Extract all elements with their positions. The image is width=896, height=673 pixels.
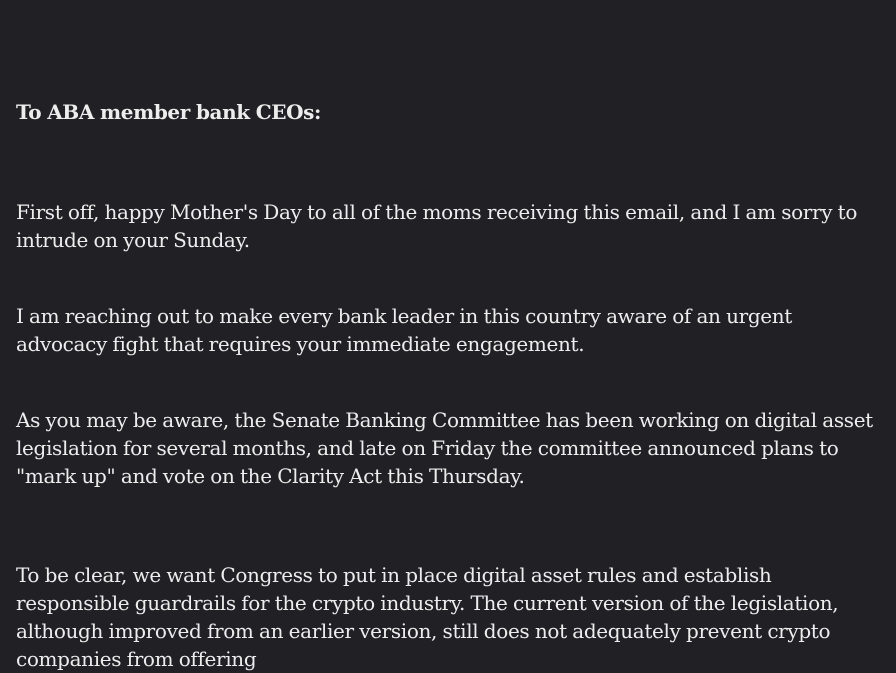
paragraph-mothers-day: First off, happy Mother's Day to all of the moms receiving this email, and I am sorry to intrude on your Sunday. [16,200,858,252]
paragraph-guardrails: To be clear, we want Congress to put in place digital asset rules and establish responsible guardrails for the crypto industry. The current version of the legislation, although improved from an earlier version, still does not adequately prevent crypto companies from offering [16,563,839,671]
greeting: To ABA member bank CEOs: [16,100,321,124]
paragraph-senate-markup: As you may be aware, the Senate Banking Committee has been working on digital asset legislation for several months, and late on Friday the committee announced plans to "mark up" and vote on the Clarity Act this Thursday. [16,408,873,488]
paragraph-advocacy-fight: I am reaching out to make every bank leader in this country aware of an urgent advocacy fight that requires your immediate engagement. [16,304,792,356]
